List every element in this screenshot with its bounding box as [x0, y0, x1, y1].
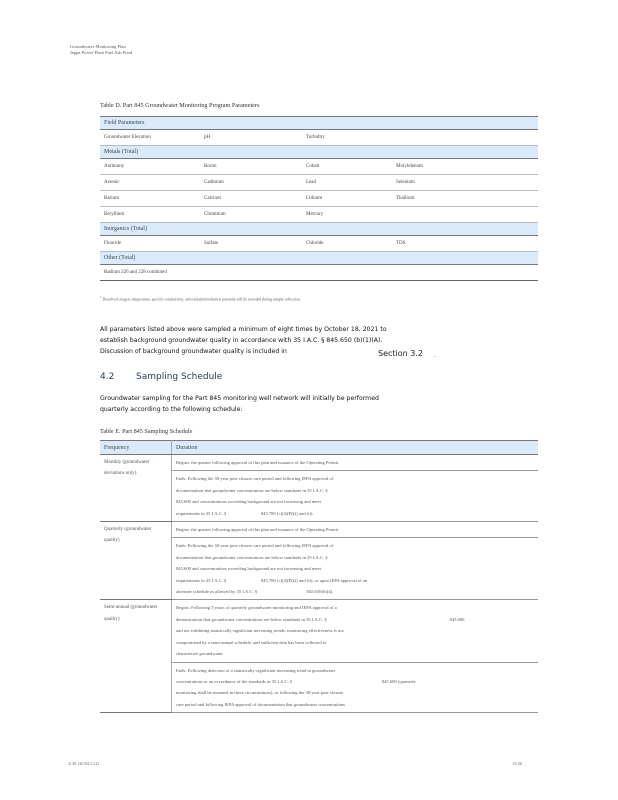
duration-cell [172, 538, 539, 600]
duration-cell [172, 471, 539, 522]
duration-line: Begins: the quarter following approval of this plan and issuance of the Operating Permit. [176, 460, 340, 465]
sampling-schedule-table [100, 440, 538, 713]
section-header-row [100, 146, 538, 159]
table-header-row [100, 441, 538, 455]
parameter-cell: Molybdenum [392, 159, 538, 175]
table-row [100, 175, 538, 191]
duration-line: requirements in 35 I.A.C. § 845.780 (c)(2)(B)(i) and (ii). [176, 510, 314, 516]
parameter-cell: Antimony [100, 159, 200, 175]
section-header-row [100, 223, 538, 236]
duration-line: documentation that groundwater concentrations are below standards in 35 I.A.C. § [176, 554, 328, 560]
parameter-cell: Selenium [392, 175, 538, 191]
duration-line: concentrations or an exceedance of the standards in 35 I.A.C. § 845.600 (quarterly [176, 678, 416, 684]
parameter-cell: Boron [200, 159, 302, 175]
para1-line: All parameters listed above were sampled a minimum of eight times by October 18, 2021 to [100, 326, 387, 333]
duration-line: Ends: Following the 30-year post-closure care period and following IEPA approval of [176, 476, 334, 482]
table-d-footnote: $^1$ Dissolved oxygen, temperature, specific conductivity, and oxidation/reduction potential will be recorded during sample collection. [100, 295, 301, 302]
duration-line: and not exhibiting statistically-significant increasing trends, monitoring effectiveness is not [176, 628, 344, 634]
para2-line: Groundwater sampling for the Part 845 monitoring well network will initially be performed [100, 395, 379, 402]
section-number: 4.2 [100, 372, 115, 382]
parameter-cell: Arsenic [100, 175, 200, 191]
table-row [100, 600, 538, 662]
frequency-cell: Semi-annual (groundwater quality) [100, 600, 172, 713]
para2-line: quarterly according to the following schedule: [100, 406, 243, 413]
parameter-cell: Cadmium [200, 175, 302, 191]
para1-period: . [434, 352, 436, 359]
running-header [70, 44, 132, 56]
para1-line: establish background groundwater quality in accordance with 35 I.A.C. § 845.650 (b)(1)(A). [100, 337, 383, 344]
parameter-cell [392, 207, 538, 223]
parameter-cell: Thallium [392, 191, 538, 207]
duration-line: compromised by a semi-annual schedule, and sufficient data has been collected to [176, 639, 327, 645]
parameter-cell [200, 265, 302, 281]
table-row [100, 522, 538, 538]
header-line-1: Groundwater Monitoring Plan [70, 44, 126, 49]
parameter-cell: Turbidity [302, 130, 392, 146]
parameter-cell: Fluoride [100, 236, 200, 252]
parameter-cell [392, 130, 538, 146]
para1-line: Discussion of background groundwater quality is included in [100, 348, 287, 355]
parameter-cell: Calcium [200, 191, 302, 207]
duration-line: 845.600 and concentrations exceeding background are not increasing and meet [176, 566, 321, 572]
schedule-paragraph [100, 393, 520, 415]
frequency-header: Frequency [100, 441, 172, 455]
parameter-cell: Cobalt [302, 159, 392, 175]
table-d-caption: Table D. Part 845 Groundwater Monitoring Program Parameters [100, 102, 260, 109]
section-title: Field Parameters [100, 117, 538, 130]
table-row [100, 236, 538, 252]
parameter-cell: Lead [302, 175, 392, 191]
table-row [100, 191, 538, 207]
duration-line: 845.600 and concentrations exceeding background are not increasing and meet [176, 499, 321, 505]
duration-line: Ends: Following the 30-year post-closure care period and following IEPA approval of [176, 543, 334, 549]
parameter-cell: Beryllium [100, 207, 200, 223]
duration-line: Ends: Following detection of a statistically-significant increasing trend in groundwater [176, 667, 336, 673]
duration-line: demonstration that groundwater concentrations are below standards in 35 I.A.C. § 845.600 [176, 616, 465, 622]
duration-header: Duration [172, 441, 539, 455]
section-heading: Sampling Schedule [136, 372, 223, 382]
table-e-caption: Table E. Part 845 Sampling Schedule [100, 428, 193, 435]
duration-line: monitoring shall be resumed in these circumstances), or following the 30-year post-closure [176, 690, 344, 696]
duration-line: Begins: the quarter following approval of this plan and issuance of the Operating Permit. [176, 527, 340, 533]
parameter-cell: Sulfate [200, 236, 302, 252]
duration-cell [172, 455, 539, 471]
duration-line: alternate schedule as allowed by 35 I.A.C. § 845.650(b)(4). [176, 589, 334, 595]
parameter-cell: Mercury [302, 207, 392, 223]
section-title: Inorganics (Total) [100, 223, 538, 236]
duration-line: documentation that groundwater concentrations are below standards in 35 I.A.C. § [176, 487, 328, 493]
section-header-row [100, 117, 538, 130]
section-title: Other (Total) [100, 252, 538, 265]
parameter-cell: Barium [100, 191, 200, 207]
table-row [100, 455, 538, 471]
background-paragraph [100, 324, 520, 357]
table-row [100, 159, 538, 175]
duration-cell [172, 662, 539, 713]
duration-cell [172, 522, 539, 538]
parameter-cell: Radium 226 and 228 combined [100, 265, 200, 281]
header-line-2: Jeppa Power Plant Fuel Ash Pond [70, 50, 133, 55]
duration-line: requirements in 35 I.A.C. § 845.780 (c)(2)(B)(i) and (ii), or upon IEPA approval of an [176, 577, 368, 583]
footer-document-id: 21.R1.140.504.3.2.22 [68, 762, 100, 766]
duration-line: Begins: Following 5 years of quarterly groundwater monitoring and IEPA approval of a [176, 605, 337, 611]
parameter-cell: Lithium [302, 191, 392, 207]
page-number: 15/26 [512, 761, 523, 766]
frequency-cell: Quarterly (groundwater quality) [100, 522, 172, 600]
section-reference[interactable]: Section 3.2 [378, 349, 423, 358]
frequency-cell: Monthly (groundwater deviations only) [100, 455, 172, 522]
parameter-cell: Groundwater Elevation [100, 130, 200, 146]
parameter-cell: Chromium [200, 207, 302, 223]
parameter-cell: TDS [392, 236, 538, 252]
parameter-cell [392, 265, 538, 281]
footnote-text: Dissolved oxygen, temperature, specific conductivity, and oxidation/reduction potential will be recorded during sample collection. [102, 297, 301, 302]
table-row [100, 130, 538, 146]
section-title: Metals (Total) [100, 146, 538, 159]
table-row [100, 207, 538, 223]
parameter-cell: pH [200, 130, 302, 146]
section-header-row [100, 252, 538, 265]
parameter-cell: Chloride [302, 236, 392, 252]
parameter-cell [302, 265, 392, 281]
duration-line: characterize groundwater. [176, 651, 224, 657]
table-row [100, 265, 538, 281]
duration-cell [172, 600, 539, 662]
duration-line: care period and following IEPA approval of documentation that groundwater concentrations [176, 701, 345, 707]
parameters-table [100, 116, 538, 281]
